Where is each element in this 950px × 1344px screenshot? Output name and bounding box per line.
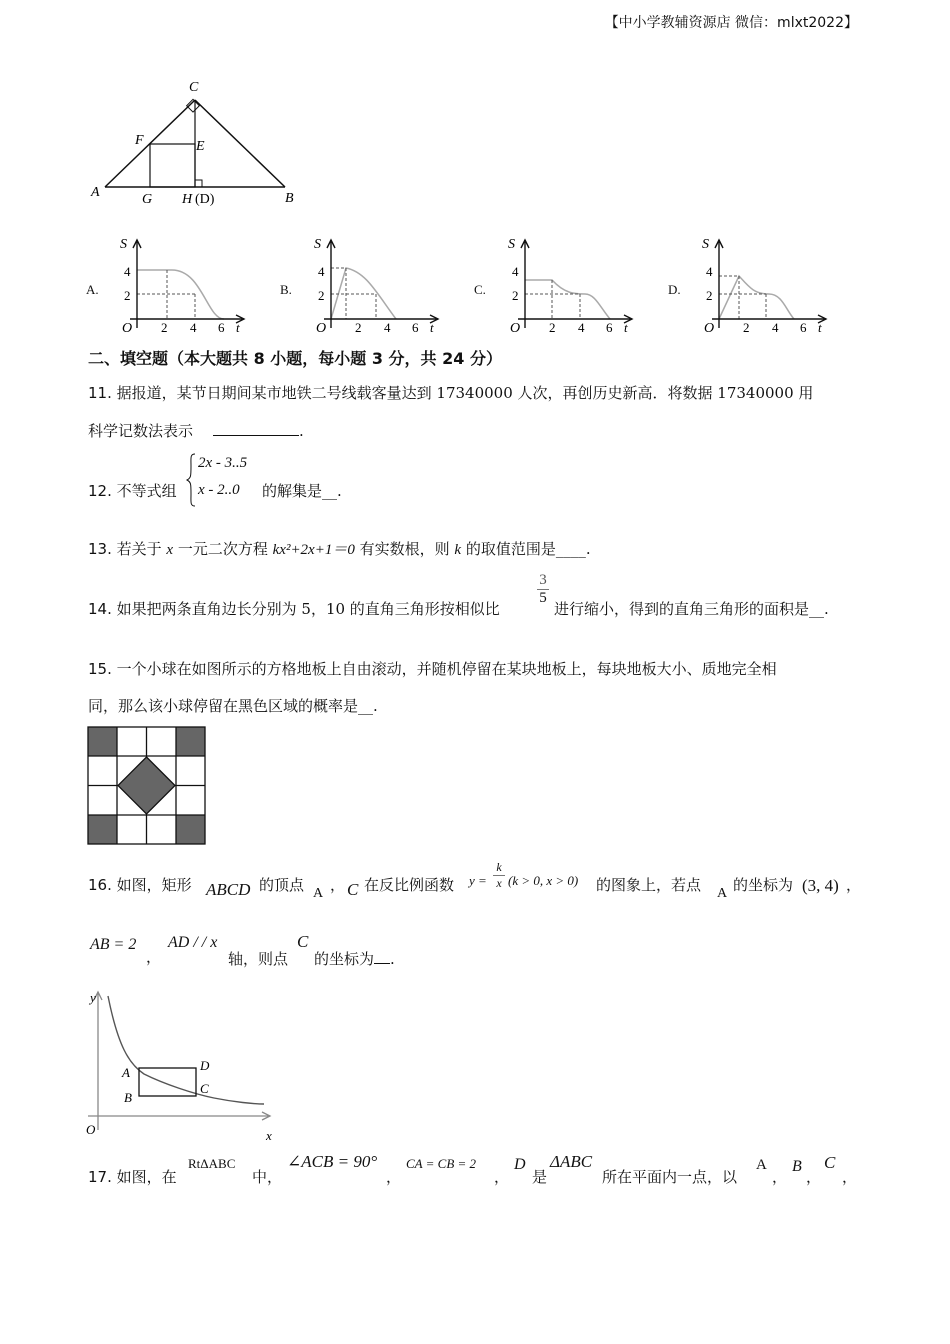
option-1-label-x6: 6 bbox=[412, 320, 419, 335]
fig16-x: x bbox=[266, 1128, 272, 1143]
q16-point-a2: A bbox=[717, 886, 728, 901]
option-2-label-x2: 2 bbox=[549, 320, 556, 335]
q17-point-a: A bbox=[756, 1157, 767, 1173]
option-3-label-y2: 2 bbox=[706, 288, 713, 303]
q16-t2: 在反比例函数 bbox=[364, 876, 455, 894]
option-0-label-y4: 4 bbox=[124, 264, 131, 279]
fig16-A: A bbox=[122, 1065, 130, 1080]
option-1-label-S: S bbox=[314, 237, 321, 252]
option-2-label-x6: 6 bbox=[606, 320, 613, 335]
option-0-label-t: t bbox=[236, 320, 240, 335]
fig16-y: y bbox=[90, 990, 96, 1005]
option-2-label-t: t bbox=[624, 320, 628, 335]
q17-comma2: ， bbox=[494, 1168, 510, 1186]
option-a-graph bbox=[112, 232, 252, 337]
q14-post: 进行缩小，得到的直角三角形的面积是__. bbox=[554, 600, 829, 618]
q16-point-c2: C bbox=[297, 932, 309, 951]
q17-point-d: D bbox=[514, 1156, 526, 1173]
q16-t5: 的坐标为 . bbox=[314, 950, 395, 968]
q17-triangle: ΔABC bbox=[550, 1152, 593, 1171]
q16-t1: 的顶点 bbox=[259, 876, 305, 894]
option-3-label-x2: 2 bbox=[743, 320, 750, 335]
label-B: B bbox=[285, 191, 294, 206]
option-2-label-S: S bbox=[508, 237, 515, 252]
option-c-label: C. bbox=[474, 282, 486, 297]
option-0-label-O: O bbox=[122, 321, 133, 336]
q12-post: 的解集是__. bbox=[262, 482, 342, 500]
q16-axis: 轴，则点 bbox=[228, 950, 289, 968]
q16-comma2: ， bbox=[146, 948, 162, 966]
q13: 13. 若关于 x 一元二次方程 kx²+2x+1＝0 有实数根，则 k 的取值范围是____. bbox=[88, 540, 591, 558]
option-3-label-x4: 4 bbox=[772, 320, 779, 335]
q16-end: ， bbox=[846, 876, 862, 894]
q17-comma3: ， bbox=[772, 1168, 788, 1186]
fig16-O: O bbox=[86, 1122, 96, 1137]
option-3-label-x6: 6 bbox=[800, 320, 807, 335]
label-C: C bbox=[189, 80, 199, 95]
q12-inequality-1: 2x - 3..5 bbox=[198, 455, 248, 471]
option-2-label-O: O bbox=[510, 321, 521, 336]
q16-t3: 的图象上，若点 bbox=[596, 876, 702, 894]
option-2-label-y2: 2 bbox=[512, 288, 519, 303]
q17-point-b: B bbox=[792, 1158, 802, 1175]
q16-t4: 的坐标为 bbox=[733, 876, 794, 894]
q16-point-a: A bbox=[313, 886, 324, 901]
label-A: A bbox=[91, 185, 100, 200]
option-d-label: D. bbox=[668, 282, 681, 297]
q15-line2: 同，那么该小球停留在黑色区域的概率是__. bbox=[88, 697, 378, 715]
q17: 17. 如图，在 bbox=[88, 1168, 177, 1186]
option-0-label-x2: 2 bbox=[161, 320, 168, 335]
q16-func-fraction: k x bbox=[493, 860, 505, 891]
q16-func-y: y = bbox=[469, 873, 487, 888]
page-header: 【中小学教辅资源店 微信：mlxt2022】 bbox=[604, 15, 858, 31]
option-3-label-S: S bbox=[702, 237, 709, 252]
option-a-label: A. bbox=[86, 282, 99, 297]
q17-equal-sides: CA = CB = 2 bbox=[406, 1156, 477, 1171]
label-D: (D) bbox=[195, 192, 215, 207]
q12-inequality-2: x - 2..0 bbox=[198, 482, 240, 498]
q15: 15. 一个小球在如图所示的方格地板上自由滚动，并随机停留在某块地板上，每块地板大小、质地完全相 bbox=[88, 660, 777, 678]
fig16-C: C bbox=[200, 1081, 209, 1096]
option-1-label-x2: 2 bbox=[355, 320, 362, 335]
option-c-graph bbox=[500, 232, 640, 337]
q16-coordinate: (3, 4) bbox=[802, 876, 839, 895]
option-b-graph bbox=[306, 232, 446, 337]
hyperbola-figure bbox=[84, 986, 284, 1146]
label-E: E bbox=[196, 139, 205, 154]
label-H: H bbox=[182, 192, 193, 207]
q17-comma1: ， bbox=[386, 1168, 402, 1186]
q17-comma4: ， bbox=[806, 1168, 822, 1186]
option-3-label-O: O bbox=[704, 321, 715, 336]
triangle-figure bbox=[85, 72, 315, 212]
q16-func-condition: (k > 0, x > 0) bbox=[508, 873, 579, 888]
section-title: 二、填空题（本大题共 8 小题，每小题 3 分，共 24 分） bbox=[88, 349, 502, 368]
option-d-graph bbox=[694, 232, 834, 337]
grid-floor-figure bbox=[87, 726, 207, 846]
option-0-label-x4: 4 bbox=[190, 320, 197, 335]
label-F: F bbox=[135, 133, 144, 148]
q16-point-c: C bbox=[347, 880, 359, 899]
q16-rect-name: ABCD bbox=[206, 880, 251, 899]
option-3-label-y4: 4 bbox=[706, 264, 713, 279]
q17-right-triangle: RtΔABC bbox=[188, 1156, 236, 1171]
q17-angle: ∠ACB = 90° bbox=[287, 1152, 378, 1171]
option-1-label-x4: 4 bbox=[384, 320, 391, 335]
q16-ab: AB = 2 bbox=[90, 936, 137, 953]
q17-t1: 中， bbox=[252, 1168, 283, 1186]
option-0-label-y2: 2 bbox=[124, 288, 131, 303]
option-1-label-y4: 4 bbox=[318, 264, 325, 279]
q12: 12. 不等式组 bbox=[88, 482, 177, 500]
q16-comma: ， bbox=[330, 876, 346, 894]
option-2-label-x4: 4 bbox=[578, 320, 585, 335]
q17-point-c: C bbox=[824, 1153, 836, 1172]
option-3-label-t: t bbox=[818, 320, 822, 335]
fig16-B: B bbox=[124, 1090, 132, 1105]
q17-t2: 是 bbox=[532, 1168, 548, 1186]
q11-answer-blank[interactable] bbox=[213, 435, 299, 436]
option-0-label-S: S bbox=[120, 237, 127, 252]
q11-line2: 科学记数法表示 . bbox=[88, 422, 304, 440]
option-1-label-y2: 2 bbox=[318, 288, 325, 303]
q16: 16. 如图，矩形 bbox=[88, 876, 192, 894]
option-0-label-x6: 6 bbox=[218, 320, 225, 335]
q16-ad: AD / / x bbox=[168, 934, 218, 951]
label-G: G bbox=[142, 192, 153, 207]
q11: 11. 据报道，某节日期间某市地铁二号线载客量达到 17340000 人次，再创历史新高．将数据 17340000 用 bbox=[88, 384, 814, 402]
q17-comma5: ， bbox=[842, 1168, 858, 1186]
option-1-label-t: t bbox=[430, 320, 434, 335]
option-1-label-O: O bbox=[316, 321, 327, 336]
q14-fraction: 3 5 bbox=[537, 572, 549, 607]
q12-brace bbox=[186, 452, 196, 508]
fig16-D: D bbox=[200, 1058, 210, 1073]
option-b-label: B. bbox=[280, 282, 292, 297]
q17-t3: 所在平面内一点，以 bbox=[602, 1168, 738, 1186]
q14: 14. 如果把两条直角边长分别为 5，10 的直角三角形按相似比 bbox=[88, 600, 500, 618]
option-2-label-y4: 4 bbox=[512, 264, 519, 279]
